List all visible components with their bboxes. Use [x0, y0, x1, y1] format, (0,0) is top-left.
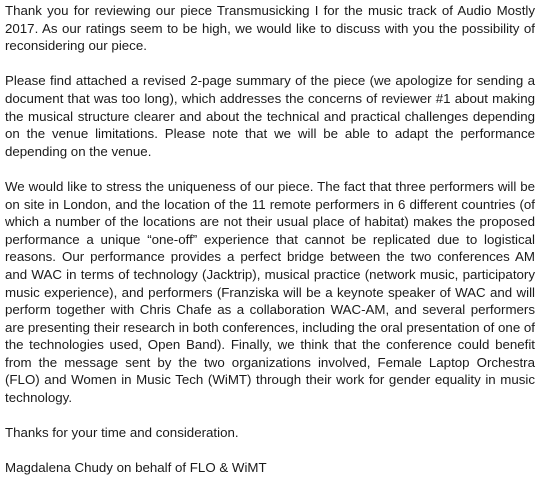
- signature-line: Magdalena Chudy on behalf of FLO & WiMT: [5, 460, 267, 476]
- paragraph-revised-summary: Please find attached a revised 2-page summary of the piece (we apologize for sending a document that was too long), which addresses the concerns of reviewer #1 about making the musical structure clearer and about the technical and practical challenges depending on the venue limitations. Please note that we will be able to adapt the performance depending on the venue.: [5, 73, 535, 159]
- paragraph-thanks-review: Thank you for reviewing our piece Transmusicking I for the music track of Audio Mostly 2017. As our ratings seem to be high, we would like to discuss with you the possibility of reconsidering our piece.: [5, 3, 535, 54]
- paragraph-uniqueness: We would like to stress the uniqueness of our piece. The fact that three performers will be on site in London, and the location of the 11 remote performers in 6 different countries (of which a number of the locations are not their usual place of habitat) makes the proposed performance a unique “one-off” experience that cannot be replicated due to logistical reasons. Our performance provides a perfect bridge between the two conferences AM and WAC in terms of technology (Jacktrip), musical practice (network music, participatory music experience), and performers (Franziska will be a keynote speaker of WAC and will perform together with Chris Chafe as a collaboration WAC-AM, and several performers are presenting their research in both conferences, including the oral presentation of one of the technologies used, Open Band). Finally, we think that the conference could benefit from the message sent by the two organizations involved, Female Laptop Orchestra (FLO) and Women in Music Tech (WiMT) through their work for gender equality in music technology.: [5, 178, 535, 406]
- letter-body: [5, 2, 535, 477]
- paragraph-closing-thanks: Thanks for your time and consideration.: [5, 425, 239, 441]
